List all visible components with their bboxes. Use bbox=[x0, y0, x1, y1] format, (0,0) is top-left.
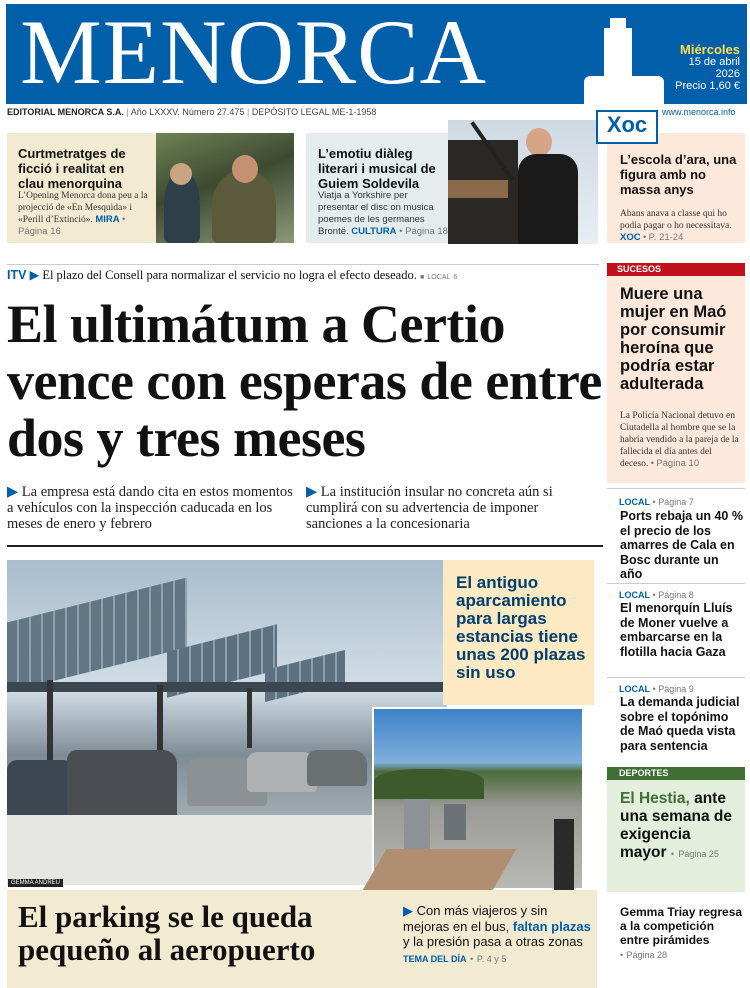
itv-section: LOCAL bbox=[427, 274, 451, 281]
local-story-3-headline[interactable]: La demanda judicial sobre el topónimo de Maó queda vista para sentencia bbox=[620, 695, 740, 753]
deportes-label: DEPORTES bbox=[607, 767, 745, 780]
deportes-page: Página 25 bbox=[678, 849, 719, 859]
sucesos-headline[interactable]: Muere una mujer en Maó por consumir heroína que podría estar adulterada bbox=[620, 285, 727, 393]
teaser-1-section: MIRA bbox=[95, 214, 120, 225]
publisher: EDITORIAL MENORCA S.A. bbox=[7, 107, 124, 117]
parking-photo-text: El antiguo aparcamiento para largas estancias tiene unas 200 plazas sin uso bbox=[456, 573, 586, 682]
arrow-right-icon: ▶ bbox=[403, 903, 413, 918]
weekday: Miércoles bbox=[680, 42, 740, 57]
date-block bbox=[660, 44, 740, 92]
itv-kicker[interactable]: ITV ▶ El plazo del Consell para normalizar el servicio no logra el efecto deseado. ■ LOCAL 6 bbox=[7, 264, 599, 286]
teaser-3-page: P. 21-24 bbox=[648, 232, 684, 243]
parking-inset-photo[interactable] bbox=[372, 707, 584, 890]
issue-number: Año LXXXV. Número 27.475 bbox=[130, 107, 245, 117]
parking-page: P. 4 y 5 bbox=[476, 953, 507, 964]
main-subhead-left bbox=[7, 484, 297, 532]
teaser-1-headline[interactable]: Curtmetratges de ficció i realitat en clau menorquina bbox=[18, 146, 126, 191]
teaser-1-photo[interactable] bbox=[156, 133, 294, 243]
local-story-2-headline[interactable]: El menorquín Lluís de Moner vuelve a embarcarse en la flotilla hacia Gaza bbox=[620, 601, 733, 659]
deportes-headline: ante una semana de exigencia mayor bbox=[620, 790, 732, 861]
info-bar: EDITORIAL MENORCA S.A. | Año LXXXV. Número 27.475 | DEPÓSITO LEGAL ME-1-1958 bbox=[7, 107, 377, 117]
xoc-badge[interactable] bbox=[596, 110, 658, 144]
itv-label: ITV bbox=[7, 268, 27, 282]
main-subhead-right bbox=[306, 484, 598, 532]
gemma-page: Página 28 bbox=[626, 950, 668, 960]
arrow-right-icon: ▶ bbox=[29, 268, 40, 282]
teaser-2-text: Viatja a Yorkshire per presentar el disc on musica poemes de les germanes Brontë. bbox=[318, 190, 434, 237]
local-story-3-label: LOCAL • Página 9 bbox=[619, 684, 694, 694]
arrow-right-icon: ▶ bbox=[306, 484, 318, 500]
teaser-1-page: Página 16 bbox=[18, 226, 61, 237]
newspaper-title[interactable]: MENORCA bbox=[20, 1, 488, 103]
sucesos-label: SUCESOS bbox=[607, 263, 745, 276]
lighthouse-icon bbox=[604, 28, 632, 76]
xoc-badge-label: Xoc bbox=[606, 112, 648, 137]
local-story-1-label: LOCAL • Página 7 bbox=[619, 497, 694, 507]
main-subhead-right-text: La institución insular no concreta aún si cumplirá con su advertencia de imponer sanciones a la concesionaria bbox=[306, 484, 553, 532]
teaser-2-photo[interactable] bbox=[448, 120, 598, 244]
local-story-1-headline[interactable]: Ports rebaja un 40 % el precio de los amarres de Cala en Bosc durante un año bbox=[620, 509, 743, 581]
sucesos-text: La Policía Nacional detuvo en Ciutadella al hombre que se la habría vendido a la pareja de la fallecida el día antes del deceso. bbox=[620, 411, 739, 469]
main-subhead-left-text: La empresa está dando cita en estos momentos a vehículos con la inspección caducada en los meses de enero y febrero bbox=[7, 484, 293, 532]
parking-text-after: y la presión pasa a otras zonas bbox=[403, 934, 583, 949]
date: 15 de abril bbox=[688, 56, 740, 68]
price: Precio 1,60 € bbox=[675, 80, 740, 92]
sucesos-body: La Policía Nacional detuvo en Ciutadella al hombre que se la habría vendido a la pareja de la fallecida el día antes del deceso. • Página 10 bbox=[620, 411, 739, 469]
gemma-headline: Gemma Triay regresa a la competición entre pirámides bbox=[620, 905, 743, 947]
section-divider bbox=[7, 545, 603, 547]
sucesos-page: Página 10 bbox=[656, 458, 700, 469]
parking-section: TEMA DEL DÍA bbox=[403, 953, 467, 964]
deportes-story[interactable]: El Hestia, ante una semana de exigencia mayor • Página 25 bbox=[620, 790, 732, 861]
parking-summary: ▶ Con más viajeros y sin mejoras en el bus, faltan plazas y la presión pasa a otras zonas TEMA DEL DÍA • P. 4 y 5 bbox=[403, 903, 591, 964]
teaser-3-body: Abans anava a classe qui ho podia pagar o ho necessitava. XOC • P. 21-24 bbox=[620, 209, 732, 243]
teaser-2-section: CULTURA bbox=[351, 226, 397, 237]
parking-photo-caption-box bbox=[443, 560, 594, 705]
teaser-2-headline[interactable]: L’emotiu diàleg literari i musical de Guiem Soldevila bbox=[318, 146, 436, 191]
teaser-3-headline[interactable]: L’escola d’ara, una figura amb no massa anys bbox=[620, 152, 737, 197]
teaser-3-text: Abans anava a classe qui ho podia pagar o ho necessitava. bbox=[620, 209, 732, 231]
parking-text-before: Con más viajeros y sin mejoras en el bus, bbox=[403, 903, 548, 934]
teaser-1-text: L’Opening Menorca dona peu a la projecció de «En Mesquida» i «Perill d’Extinció». bbox=[18, 191, 148, 225]
itv-text: El plazo del Consell para normalizar el servicio no logra el efecto deseado. bbox=[42, 268, 417, 282]
lighthouse-base-icon bbox=[584, 76, 664, 104]
teaser-1-body: L’Opening Menorca dona peu a la projecció de «En Mesquida» i «Perill d’Extinció». MIRA • Página 16 bbox=[18, 191, 148, 237]
local-story-2-label: LOCAL • Página 8 bbox=[619, 590, 694, 600]
photo-credit: GEMMA ANDREU bbox=[8, 879, 63, 887]
parking-headline[interactable]: El parking se le queda pequeño al aeropuerto bbox=[18, 899, 316, 967]
year: 2026 bbox=[715, 68, 740, 80]
teaser-3-section: XOC bbox=[620, 232, 641, 243]
teaser-2-body: Viatja a Yorkshire per presentar el disc on musica poemes de les germanes Brontë. CULTURA • Página 18 bbox=[318, 190, 448, 237]
website-link[interactable]: www.menorca.info bbox=[662, 107, 736, 117]
teaser-2-page: Página 18 bbox=[405, 226, 448, 237]
itv-page: 6 bbox=[453, 274, 458, 281]
deportes-team: El Hestia, bbox=[620, 790, 690, 807]
main-headline[interactable]: El ultimátum a Certio vence con esperas de entre dos y tres meses bbox=[7, 294, 602, 468]
legal-deposit: DEPÓSITO LEGAL ME-1-1958 bbox=[251, 107, 377, 117]
arrow-right-icon: ▶ bbox=[7, 484, 19, 500]
parking-text-highlight: faltan plazas bbox=[512, 918, 591, 934]
gemma-story[interactable]: Gemma Triay regresa a la competición entre pirámides • Página 28 bbox=[620, 905, 743, 960]
